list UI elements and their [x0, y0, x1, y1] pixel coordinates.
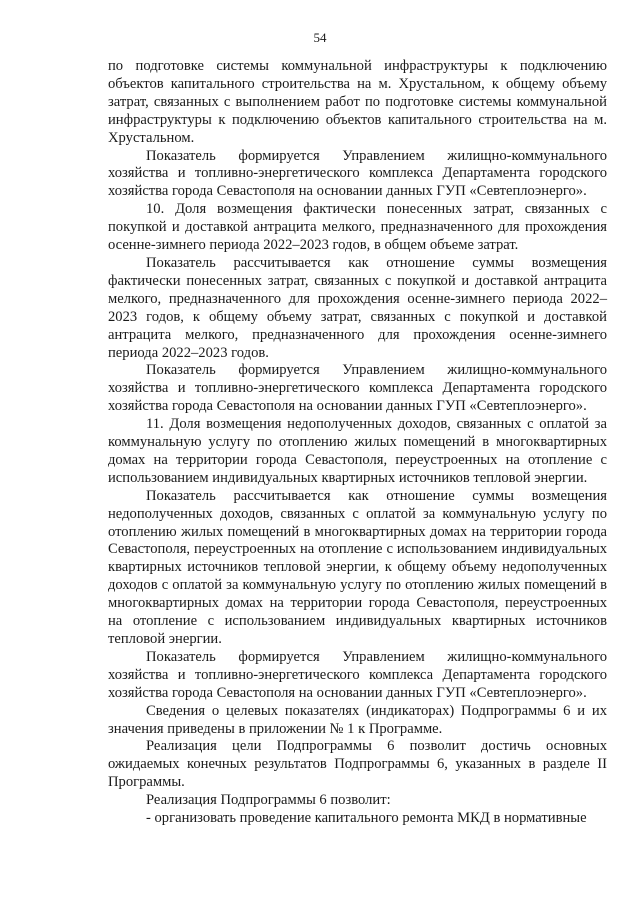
page-number: 54 [313, 30, 327, 45]
document-body [108, 58, 607, 828]
paragraph-indicator-10-title: 10. Доля возмещения фактически понесенных затрат, связанных с покупкой и доставкой антрацита мелкого, предназначенного для прохождения осенне-зимнего периода 2022–2023 годов, в общем объеме затрат. [108, 201, 607, 254]
paragraph-implementation-intro: Реализация Подпрограммы 6 позволит: [146, 792, 391, 809]
paragraph-targets-info: Сведения о целевых показателях (индикаторах) Подпрограммы 6 и их значения приведены в приложении № 1 к Программе. [108, 702, 607, 737]
paragraph-indicator-10-calculation: Показатель рассчитывается как отношение суммы возмещения фактически понесенных затрат, связанных с покупкой и доставкой антрацита мелкого, предназначенного для прохождения осенне-зимнего периода 2022–2023 годов, к общему объему затрат, связанных с покупкой и доставкой антрацита мелкого, предназначенного для прохождения осенне-зимнего периода 2022–2023 годов. [108, 254, 607, 361]
list-item: - организовать проведение капитального ремонта МКД в нормативные [146, 810, 587, 827]
paragraph-indicator-source: Показатель формируется Управлением жилищно-коммунального хозяйства и топливно-энергетического комплекса Департамента городского хозяйства города Севастополя на основании данных ГУП «Севтеплоэнерго». [108, 147, 607, 200]
paragraph-indicator-11-calculation: Показатель рассчитывается как отношение суммы возмещения недополученных доходов, связанных с оплатой за коммунальную услугу по отоплению жилых помещений в многоквартирных домах на территории города Севастополя, переустроенных на отопление с использованием индивидуальных квартирных источников тепловой энергии, к общему объему недополученных доходов с оплатой за коммунальную услугу по отоплению жилых помещений в многоквартирных домах на территории города Севастополя, переустроенных на отопление с использованием индивидуальных квартирных источников тепловой энергии. [108, 487, 607, 647]
paragraph-goal-results: Реализация цели Подпрограммы 6 позволит достичь основных ожидаемых конечных результатов Подпрограммы 6, указанных в разделе II Программы. [108, 738, 607, 791]
paragraph-indicator-11-title: 11. Доля возмещения недополученных доходов, связанных с оплатой за коммунальную услугу по отоплению жилых помещений в многоквартирных домах на территории города Севастополя, переустроенных на отопление с использованием индивидуальных квартирных источников тепловой энергии. [108, 416, 607, 486]
paragraph-indicator-11-source: Показатель формируется Управлением жилищно-коммунального хозяйства и топливно-энергетического комплекса Департамента городского хозяйства города Севастополя на основании данных ГУП «Севтеплоэнерго». [108, 648, 607, 701]
paragraph-continuation: по подготовке системы коммунальной инфраструктуры к подключению объектов капитального строительства на м. Хрустальном, к общему объему затрат, связанных с выполнением работ по подготовке системы коммунальной инфраструктуры к подключению объектов капитального строительства на м. Хрустальном. [108, 58, 607, 146]
paragraph-indicator-10-source: Показатель формируется Управлением жилищно-коммунального хозяйства и топливно-энергетического комплекса Департамента городского хозяйства города Севастополя на основании данных ГУП «Севтеплоэнерго». [108, 362, 607, 415]
